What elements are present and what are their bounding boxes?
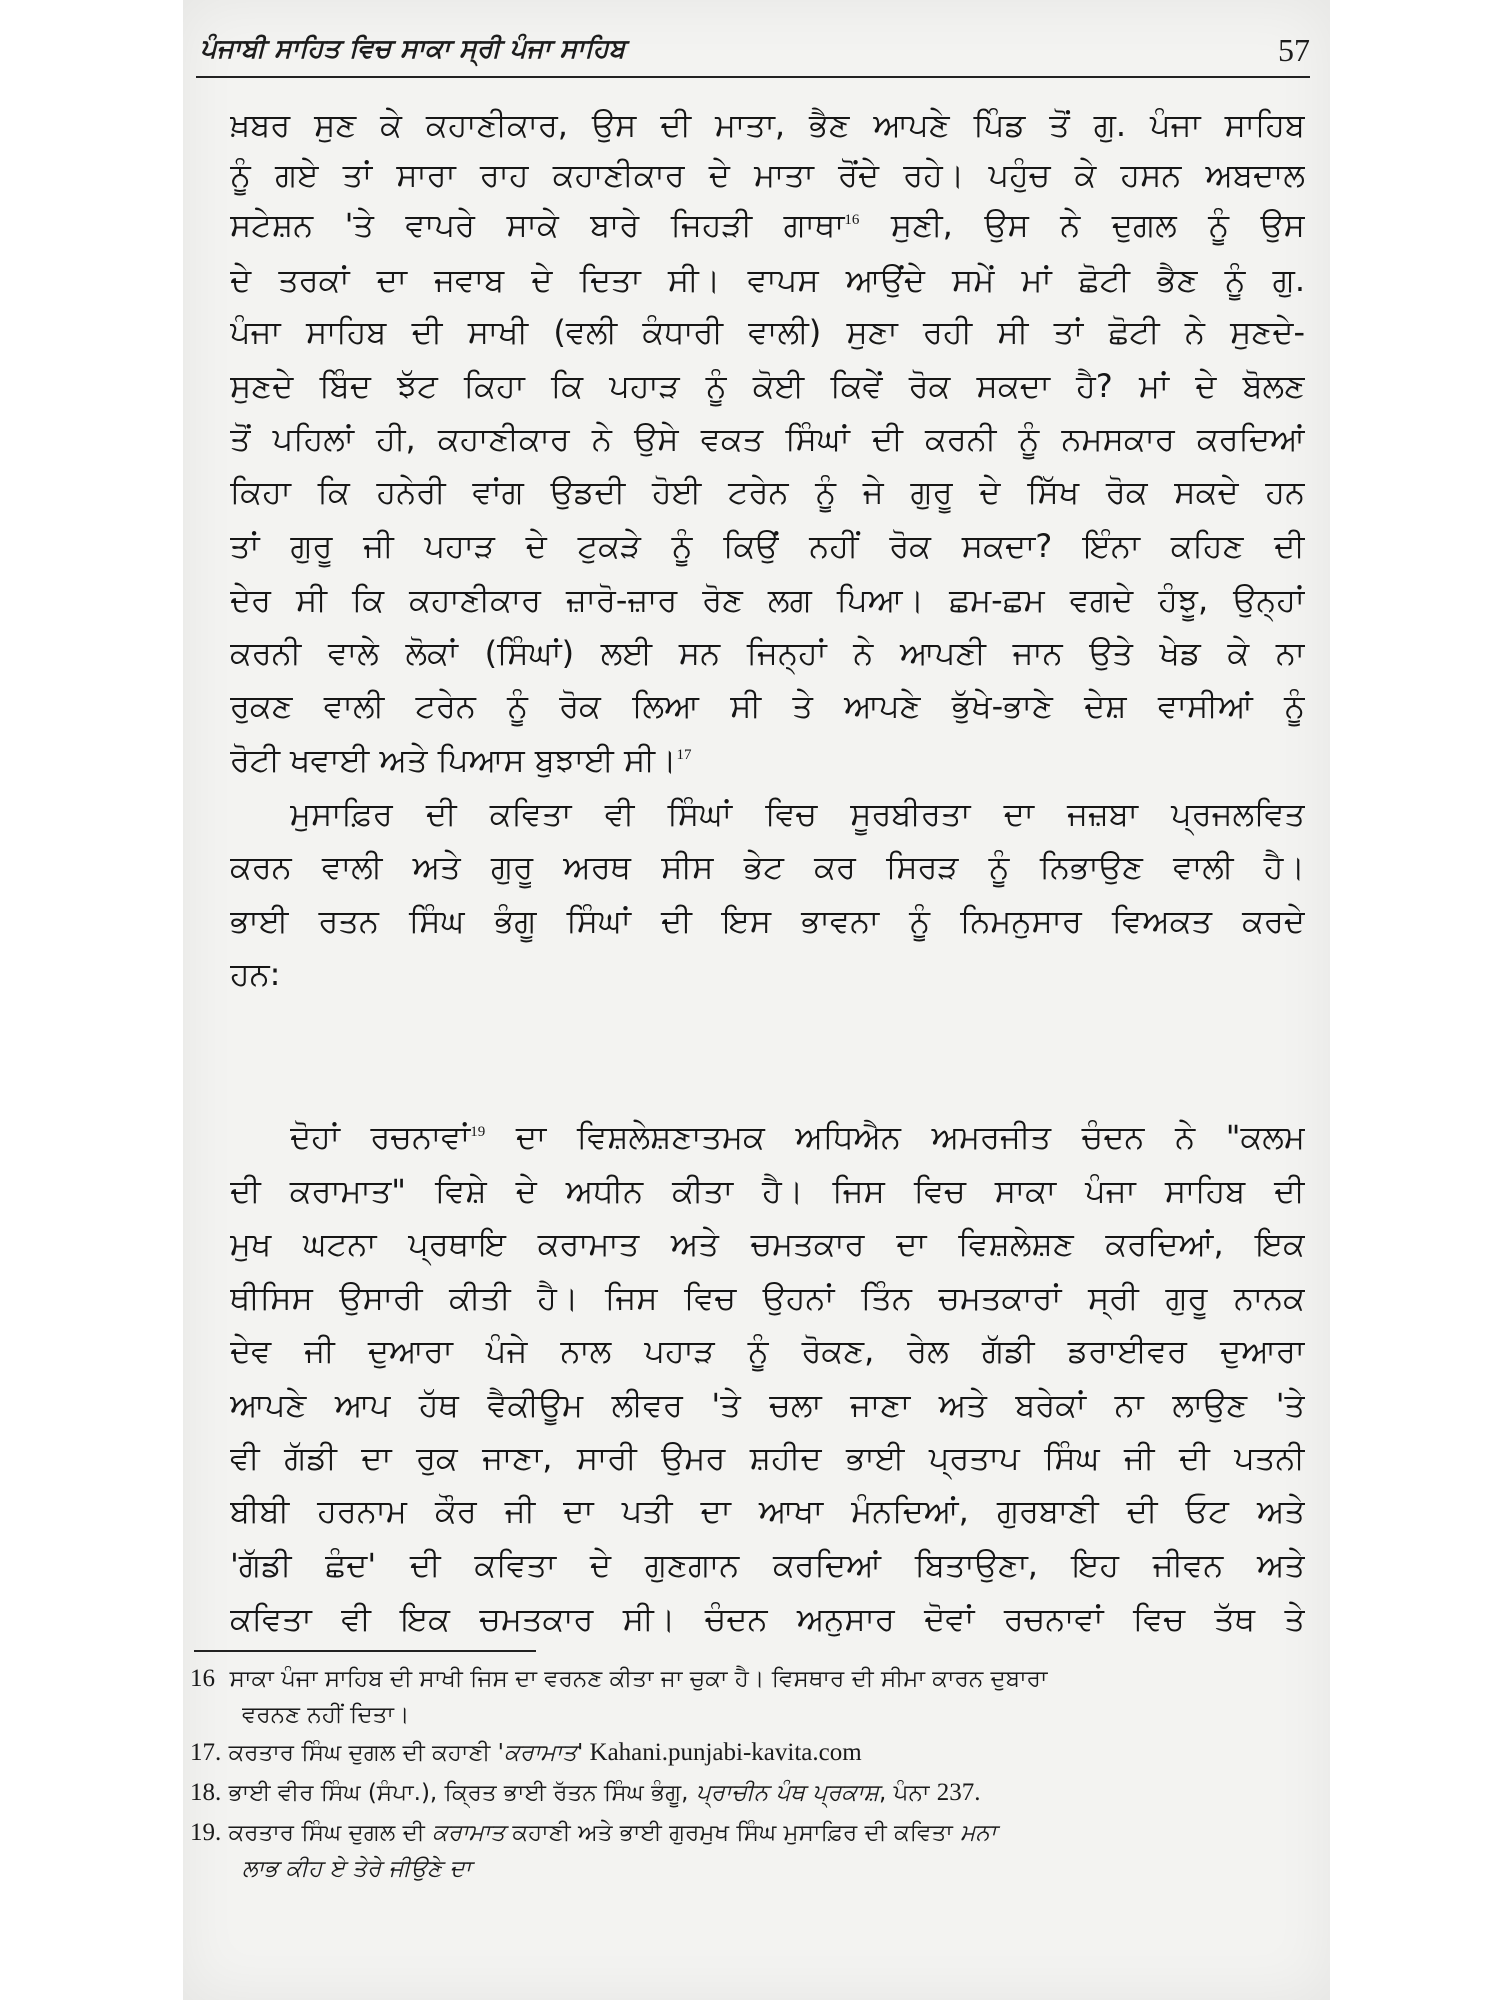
footnote-text: ਭਾਈ ਵੀਰ ਸਿੰਘ (ਸੰਪਾ.), ਕ੍ਰਿਤ ਭਾਈ ਰੱਤਨ ਸਿੰਘ ਭੰਗੂ, xyxy=(228,1780,696,1806)
footnote-italic-title: ਮਨਾ xyxy=(960,1820,997,1846)
paragraph-1-line-12: ਰੁਕਣ ਵਾਲੀ ਟਰੇਨ ਨੂੰ ਰੋਕ ਲਿਆ ਸੀ ਤੇ ਆਪਣੇ ਭੁੱਖੇ-ਭਾਣੇ ਦੇਸ਼ ਵਾਸੀਆਂ ਨੂੰ xyxy=(230,687,1305,725)
paragraph-1-line-2: ਨੂੰ ਗਏ ਤਾਂ ਸਾਰਾ ਰਾਹ ਕਹਾਣੀਕਾਰ ਦੇ ਮਾਤਾ ਰੋਂਦੇ ਰਹੇ। ਪਹੁੰਚ ਕੇ ਹਸਨ ਅਬਦਾਲ xyxy=(230,156,1305,194)
paragraph-1-line-13 xyxy=(230,735,1305,785)
line-text: ਰੋਟੀ ਖਵਾਈ ਅਤੇ ਪਿਆਸ ਬੁਝਾਈ ਸੀ। xyxy=(230,741,677,779)
footnote-number: 19. xyxy=(190,1819,222,1846)
running-head xyxy=(200,30,1310,74)
line-text: ਦੋਹਾਂ ਰਚਨਾਵਾਂ xyxy=(290,1118,471,1156)
footnote-text: ਕਰਤਾਰ ਸਿੰਘ ਦੁਗਲ ਦੀ ਕਹਾਣੀ xyxy=(228,1740,498,1766)
paragraph-3-line-1 xyxy=(290,1112,1305,1162)
paragraph-3-line-4: ਥੀਸਿਸ ਉਸਾਰੀ ਕੀਤੀ ਹੈ। ਜਿਸ ਵਿਚ ਉਹਨਾਂ ਤਿੰਨ ਚਮਤਕਾਰਾਂ ਸ੍ਰੀ ਗੁਰੂ ਨਾਨਕ xyxy=(230,1279,1305,1317)
running-title: ਪੰਜਾਬੀ ਸਾਹਿਤ ਵਿਚ ਸਾਕਾ ਸ੍ਰੀ ਪੰਜਾ ਸਾਹਿਬ xyxy=(200,34,626,64)
paragraph-3-line-6: ਆਪਣੇ ਆਪ ਹੱਥ ਵੈਕੀਊਮ ਲੀਵਰ 'ਤੇ ਚਲਾ ਜਾਣਾ ਅਤੇ ਬਰੇਕਾਂ ਨਾ ਲਾਉਣ 'ਤੇ xyxy=(230,1386,1305,1424)
paragraph-2-line-1: ਮੁਸਾਫ਼ਿਰ ਦੀ ਕਵਿਤਾ ਵੀ ਸਿੰਘਾਂ ਵਿਚ ਸੂਰਬੀਰਤਾ ਦਾ ਜਜ਼ਬਾ ਪ੍ਰਜਲਵਿਤ xyxy=(290,795,1305,833)
footnote-18 xyxy=(190,1776,1310,1810)
footnote-ref-16: 16 xyxy=(844,212,860,228)
footnote-17 xyxy=(190,1736,1310,1770)
footnote-number: 17. xyxy=(190,1739,222,1766)
footnote-text: ਕਹਾਣੀ ਅਤੇ ਭਾਈ ਗੁਰਮੁਖ ਸਿੰਘ ਮੁਸਾਫ਼ਿਰ ਦੀ ਕਵਿਤਾ xyxy=(505,1820,961,1846)
footnote-text: , ਪੰਨਾ xyxy=(879,1780,937,1806)
paragraph-3-line-5: ਦੇਵ ਜੀ ਦੁਆਰਾ ਪੰਜੇ ਨਾਲ ਪਹਾੜ ਨੂੰ ਰੋਕਣ, ਰੇਲ ਗੱਡੀ ਡਰਾਈਵਰ ਦੁਆਰਾ xyxy=(230,1332,1305,1370)
footnote-text: ਸਾਕਾ ਪੰਜਾ ਸਾਹਿਬ ਦੀ ਸਾਖੀ ਜਿਸ ਦਾ ਵਰਨਣ ਕੀਤਾ ਜਾ ਚੁਕਾ ਹੈ। ਵਿਸਥਾਰ ਦੀ ਸੀਮਾ ਕਾਰਨ ਦੁਬਾਰਾ xyxy=(229,1666,1048,1692)
paragraph-3-line-10: ਕਵਿਤਾ ਵੀ ਇਕ ਚਮਤਕਾਰ ਸੀ। ਚੰਦਨ ਅਨੁਸਾਰ ਦੋਵਾਂ ਰਚਨਾਵਾਂ ਵਿਚ ਤੱਥ ਤੇ xyxy=(230,1600,1305,1638)
footnote-number: 18. xyxy=(190,1779,222,1806)
paragraph-1-line-3 xyxy=(230,200,1305,250)
paragraph-2-line-4: ਹਨ: xyxy=(230,955,281,993)
paragraph-1-line-9: ਤਾਂ ਗੁਰੂ ਜੀ ਪਹਾੜ ਦੇ ਟੁਕੜੇ ਨੂੰ ਕਿਉਂ ਨਹੀਂ ਰੋਕ ਸਕਦਾ? ਇੰਨਾ ਕਹਿਣ ਦੀ xyxy=(230,527,1305,565)
footnote-italic-title: 'ਕਰਾਮਾਤ' xyxy=(497,1740,584,1766)
footnote-page-ref: 237. xyxy=(936,1779,981,1806)
paragraph-3-line-9: 'ਗੱਡੀ ਛੰਦ' ਦੀ ਕਵਿਤਾ ਦੇ ਗੁਣਗਾਨ ਕਰਦਿਆਂ ਬਿਤਾਉਣਾ, ਇਹ ਜੀਵਨ ਅਤੇ xyxy=(230,1546,1305,1584)
footnote-number: 16 xyxy=(190,1665,215,1692)
line-text: ਸਟੇਸ਼ਨ 'ਤੇ ਵਾਪਰੇ ਸਾਕੇ ਬਾਰੇ ਜਿਹੜੀ ਗਾਥਾ xyxy=(230,206,845,244)
header-divider xyxy=(196,76,1310,78)
paragraph-1-line-4: ਦੇ ਤਰਕਾਂ ਦਾ ਜਵਾਬ ਦੇ ਦਿਤਾ ਸੀ। ਵਾਪਸ ਆਉਂਦੇ ਸਮੇਂ ਮਾਂ ਛੋਟੀ ਭੈਣ ਨੂੰ ਗੁ. xyxy=(230,261,1305,299)
paragraph-3-line-2: ਦੀ ਕਰਾਮਾਤ" ਵਿਸ਼ੇ ਦੇ ਅਧੀਨ ਕੀਤਾ ਹੈ। ਜਿਸ ਵਿਚ ਸਾਕਾ ਪੰਜਾ ਸਾਹਿਬ ਦੀ xyxy=(230,1172,1305,1210)
footnote-website: Kahani.punjabi-kavita.com xyxy=(583,1739,862,1766)
line-text: ਦਾ ਵਿਸ਼ਲੇਸ਼ਣਾਤਮਕ ਅਧਿਐਨ ਅਮਰਜੀਤ ਚੰਦਨ ਨੇ "ਕਲਮ xyxy=(485,1118,1305,1156)
paragraph-3-line-8: ਬੀਬੀ ਹਰਨਾਮ ਕੌਰ ਜੀ ਦਾ ਪਤੀ ਦਾ ਆਖਾ ਮੰਨਦਿਆਂ, ਗੁਰਬਾਣੀ ਦੀ ਓਟ ਅਤੇ xyxy=(230,1492,1305,1530)
footnote-italic-title: ਪ੍ਰਾਚੀਨ ਪੰਥ ਪ੍ਰਕਾਸ਼ xyxy=(695,1780,880,1806)
line-text: ਸੁਣੀ, ਉਸ ਨੇ ਦੁਗਲ ਨੂੰ ਉਸ xyxy=(859,206,1305,244)
paragraph-1-line-5: ਪੰਜਾ ਸਾਹਿਬ ਦੀ ਸਾਖੀ (ਵਲੀ ਕੰਧਾਰੀ ਵਾਲੀ) ਸੁਣਾ ਰਹੀ ਸੀ ਤਾਂ ਛੋਟੀ ਨੇ ਸੁਣਦੇ- xyxy=(230,313,1305,351)
paragraph-1-line-7: ਤੋਂ ਪਹਿਲਾਂ ਹੀ, ਕਹਾਣੀਕਾਰ ਨੇ ਉਸੇ ਵਕਤ ਸਿੰਘਾਂ ਦੀ ਕਰਨੀ ਨੂੰ ਨਮਸਕਾਰ ਕਰਦਿਆਂ xyxy=(230,420,1305,458)
footnote-divider xyxy=(194,1650,536,1652)
verse-quote xyxy=(320,1035,1305,1085)
footnote-19 xyxy=(190,1816,1310,1850)
footnote-italic-title: ਕਰਾਮਾਤ xyxy=(432,1820,506,1846)
footnote-19-continuation: ਲਾਭ ਕੀਹ ਏ ਤੇਰੇ ਜੀਉਣੇ ਦਾ xyxy=(242,1856,472,1882)
paragraph-1-line-11: ਕਰਨੀ ਵਾਲੇ ਲੋਕਾਂ (ਸਿੰਘਾਂ) ਲਈ ਸਨ ਜਿਨ੍ਹਾਂ ਨੇ ਆਪਣੀ ਜਾਨ ਉਤੇ ਖੇਡ ਕੇ ਨਾ xyxy=(230,634,1305,672)
footnote-16 xyxy=(190,1662,1310,1696)
paragraph-3-line-7: ਵੀ ਗੱਡੀ ਦਾ ਰੁਕ ਜਾਣਾ, ਸਾਰੀ ਉਮਰ ਸ਼ਹੀਦ ਭਾਈ ਪ੍ਰਤਾਪ ਸਿੰਘ ਜੀ ਦੀ ਪਤਨੀ xyxy=(230,1439,1305,1477)
paragraph-1-line-10: ਦੇਰ ਸੀ ਕਿ ਕਹਾਣੀਕਾਰ ਜ਼ਾਰੋ-ਜ਼ਾਰ ਰੋਣ ਲਗ ਪਿਆ। ਛਮ-ਛਮ ਵਗਦੇ ਹੰਝੂ, ਉਨ੍ਹਾਂ xyxy=(230,581,1305,619)
footnote-ref-17: 17 xyxy=(676,747,692,763)
paragraph-1-line-6: ਸੁਣਦੇ ਬਿੰਦ ਝੱਟ ਕਿਹਾ ਕਿ ਪਹਾੜ ਨੂੰ ਕੋਈ ਕਿਵੇਂ ਰੋਕ ਸਕਦਾ ਹੈ? ਮਾਂ ਦੇ ਬੋਲਣ xyxy=(230,367,1305,405)
footnote-16-continuation: ਵਰਨਣ ਨਹੀਂ ਦਿਤਾ। xyxy=(242,1702,410,1728)
paragraph-1-line-8: ਕਿਹਾ ਕਿ ਹਨੇਰੀ ਵਾਂਗ ਉਡਦੀ ਹੋਈ ਟਰੇਨ ਨੂੰ ਜੇ ਗੁਰੂ ਦੇ ਸਿੱਖ ਰੋਕ ਸਕਦੇ ਹਨ xyxy=(230,473,1305,511)
paragraph-1-line-1: ਖ਼ਬਰ ਸੁਣ ਕੇ ਕਹਾਣੀਕਾਰ, ਉਸ ਦੀ ਮਾਤਾ, ਭੈਣ ਆਪਣੇ ਪਿੰਡ ਤੋਂ ਗੁ. ਪੰਜਾ ਸਾਹਿਬ xyxy=(230,106,1305,144)
footnote-ref-19: 19 xyxy=(470,1124,486,1140)
paragraph-2-line-3: ਭਾਈ ਰਤਨ ਸਿੰਘ ਭੰਗੂ ਸਿੰਘਾਂ ਦੀ ਇਸ ਭਾਵਨਾ ਨੂੰ ਨਿਮਨੁਸਾਰ ਵਿਅਕਤ ਕਰਦੇ xyxy=(230,902,1305,940)
paragraph-3-line-3: ਮੁਖ ਘਟਨਾ ਪ੍ਰਥਾਇ ਕਰਾਮਾਤ ਅਤੇ ਚਮਤਕਾਰ ਦਾ ਵਿਸ਼ਲੇਸ਼ਣ ਕਰਦਿਆਂ, ਇਕ xyxy=(230,1225,1305,1263)
footnote-text: ਕਰਤਾਰ ਸਿੰਘ ਦੁਗਲ ਦੀ xyxy=(228,1820,433,1846)
page-number: 57 xyxy=(1278,32,1310,68)
paragraph-2-line-2: ਕਰਨ ਵਾਲੀ ਅਤੇ ਗੁਰੂ ਅਰਥ ਸੀਸ ਭੇਟ ਕਰ ਸਿਰੜ ਨੂੰ ਨਿਭਾਉਣ ਵਾਲੀ ਹੈ। xyxy=(230,848,1305,886)
